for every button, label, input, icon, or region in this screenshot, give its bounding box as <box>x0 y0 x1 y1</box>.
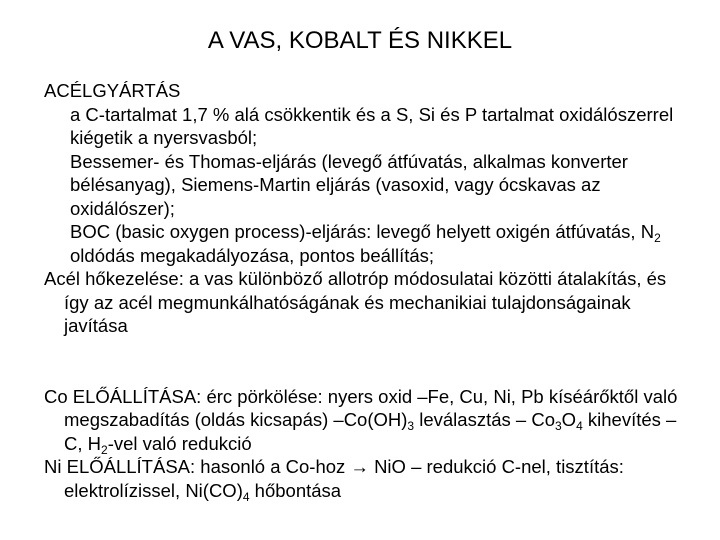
subscript: 2 <box>654 231 661 245</box>
text-run: O <box>561 409 577 430</box>
text-run: BOC (basic oxygen process)-eljárás: levegő helyett oxigén átfúvatás, N <box>70 221 655 242</box>
text-run: Ni ELŐÁLLÍTÁSA: hasonló a Co-hoz → NiO – redukció C-nel, tisztítás: elektrolízissel, Ni(CO) <box>44 456 624 501</box>
text-run: leválasztás – Co <box>414 409 555 430</box>
subscript: 2 <box>101 442 108 457</box>
paragraph-bessemer-thomas: Bessemer- és Thomas-eljárás (levegő átfúvatás, alkalmas konverter bélésanyag), Siemens-Martin eljárás (vasoxid, vagy ócskavas az oxidálószer); <box>70 150 628 219</box>
slide-content <box>44 79 694 502</box>
paragraph-heat-treatment: Acél hőkezelése: a vas különböző allotróp módosulatai közötti átalakítás, és így az acél megmunkálhatóságának és mechanikiai tulajdonságainak javítása <box>44 268 667 336</box>
subscript: 4 <box>242 489 250 504</box>
text-run: -vel való redukció <box>107 432 252 454</box>
text-run: oldódás megakadályozása, pontos beállítás; <box>70 244 435 266</box>
subscript: 4 <box>576 419 583 433</box>
paragraph-boc-process <box>44 220 694 267</box>
slide-title: A VAS, KOBALT ÉS NIKKEL <box>207 27 513 54</box>
text-run: hőbontása <box>249 479 342 501</box>
subscript: 3 <box>407 419 415 433</box>
subscript: 3 <box>554 419 562 433</box>
paragraph-carbon-reduction: a C-tartalmat 1,7 % alá csökkentik és a S, Si és P tartalmat oxidálószerrel kiégetik a nyersvasból; <box>70 103 674 148</box>
text-run: kihevítés – C, H <box>64 409 677 454</box>
section-heading: ACÉLGYÁRTÁS <box>44 80 181 101</box>
text-run: Co ELŐÁLLÍTÁSA: érc pörkölése: nyers oxid –Fe, Cu, Ni, Pb kíséárőktől való megszabadítás (oldás kicsapás) –Co(OH) <box>44 385 678 430</box>
paragraph-cobalt-production <box>44 385 694 456</box>
spacer <box>44 338 694 385</box>
paragraph-nickel-production <box>44 455 694 502</box>
